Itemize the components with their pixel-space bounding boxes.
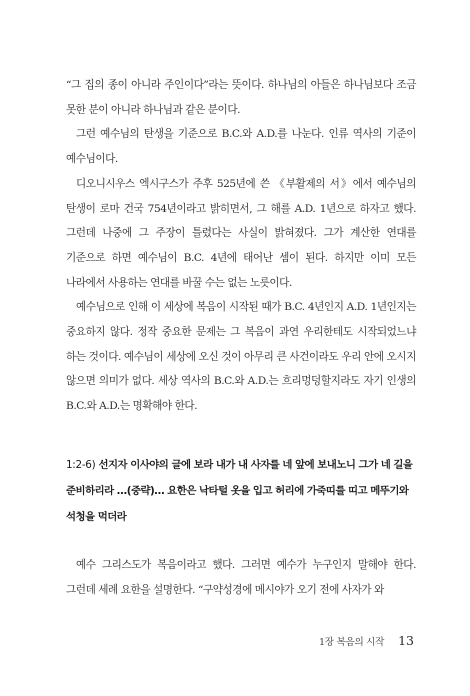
paragraph: 예수 그리스도가 복음이라고 했다. 그러면 예수가 누구인지 말해야 한다. 그런데 세례 요한을 설명한다. “구약성경에 메시야가 오기 전에 사자가 와 bbox=[66, 559, 416, 596]
body-text-top bbox=[66, 73, 416, 419]
running-chapter-title: 1장 복음의 시작 bbox=[318, 637, 385, 648]
page-footer bbox=[319, 633, 414, 648]
paragraph: 그런 예수님의 탄생을 기준으로 B.C.와 A.D.를 나눈다. 인류 역사의 기준이 예수님이다. bbox=[66, 128, 416, 166]
paragraph: “그 집의 종이 아니라 주인이다”라는 뜻이다. 하나님의 아들은 하나님보다 조금 못한 분이 아니라 하나님과 같은 분이다. bbox=[66, 79, 416, 116]
scripture-reference: 1:2-6) bbox=[66, 459, 96, 471]
page-number: 13 bbox=[398, 633, 414, 648]
paragraph: 예수님으로 인해 이 세상에 복음이 시작된 때가 B.C. 4년인지 A.D. 1년인지는 중요하지 않다. 정작 중요한 문제는 그 복음이 과연 우리한테도 시작되었느냐 하는 것이다. 예수님이 세상에 오신 것이 아무리 큰 사건이라도 우리 안에 오시지 않으면 의미가 없다. 세상 역사의 B.C.와 A.D.는 흐리멍덩할지라도 자기 인생의 B.C.와 A.D.는 명확해야 한다. bbox=[66, 301, 416, 413]
body-text-bottom bbox=[66, 553, 416, 602]
scripture-heading bbox=[66, 452, 416, 530]
scripture-text: 선지자 이사야의 글에 보라 내가 내 사자를 네 앞에 보내노니 그가 네 길을 준비하리라 …(중략)… 요한은 낙타털 옷을 입고 허리에 가죽띠를 띠고 메뚜기와 석청을 먹더라 bbox=[66, 459, 413, 523]
paragraph: 디오니시우스 엑시구스가 주후 525년에 쓴 《부활제의 서》에서 예수님의 탄생이 로마 건국 754년이라고 밝히면서, 그 해를 A.D. 1년으로 하자고 했다. 그런데 나중에 그 주장이 틀렸다는 사실이 밝혀졌다. 그가 계산한 연대를 기준으로 하면 예수님이 B.C. 4년에 태어난 셈이 된다. 하지만 이미 모든 나라에서 사용하는 연대를 바꿀 수는 없는 노릇이다. bbox=[66, 177, 416, 289]
